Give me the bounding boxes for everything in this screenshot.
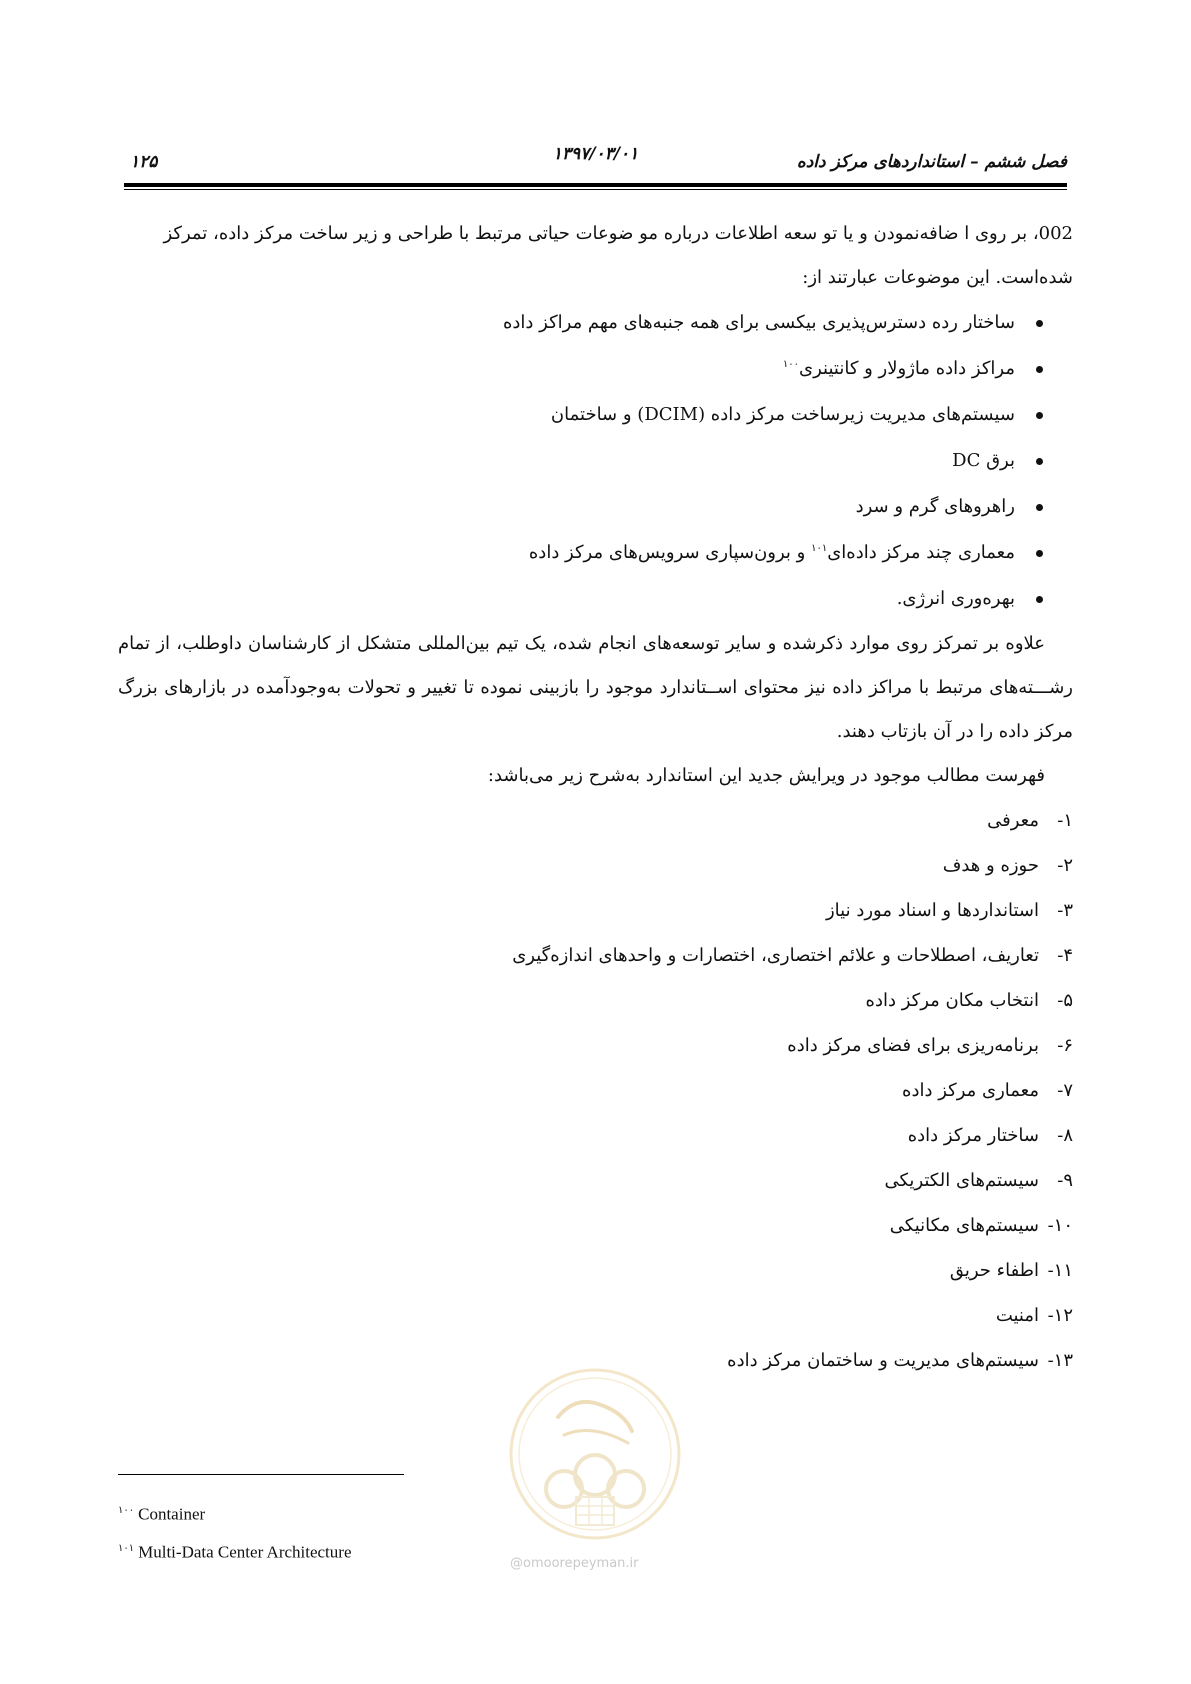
list-item: مراکز داده ماژولار و کانتینری$^{۱۰۰}$ [118, 346, 1045, 392]
intro-line-1: 002، بر روی ا ضافه‌نمودن و یا تو سعه اطلاعات درباره مو ضوعات حیاتی مرتبط با طراحی و زیر ساخت مرکز داده، تمرکز [163, 223, 1073, 244]
footnote-ref[interactable]: ۱۰۱ [811, 543, 828, 554]
toc-item: ۹-سیستم‌های الکتریکی [884, 1170, 1073, 1191]
bullet-icon [1036, 596, 1043, 603]
bullet-icon [1036, 366, 1043, 373]
toc-item: ۷-معماری مرکز داده [902, 1080, 1073, 1101]
toc-item: ۴-تعاریف، اصطلاحات و علائم اختصاری، اختصارات و واحدهای اندازه‌گیری [512, 945, 1073, 966]
watermark-url: @omoorepeyman.ir [510, 1556, 639, 1571]
header-rule-thin [124, 189, 1067, 190]
intro-line-2: شده‌است. این موضوعات عبارتند از: [802, 267, 1073, 288]
footnotes [118, 1492, 352, 1568]
watermark-logo-icon [506, 1365, 684, 1543]
list-item: برق DC [118, 438, 1045, 484]
contents-list [118, 798, 1073, 1383]
bullet-icon [1036, 550, 1043, 557]
list-item: معماری چند مرکز داده‌ای$^{۱۰۱}$ و برون‌سپاری سرویس‌های مرکز داده [118, 530, 1045, 576]
toc-item: ۳-استانداردها و اسناد مورد نیاز [825, 900, 1073, 921]
toc-item: ۸-ساختار مرکز داده [907, 1125, 1073, 1146]
header-date: ۱۳۹۷/۰۳/۰۱ [552, 144, 639, 164]
chapter-title: فصل ششم – استانداردهای مرکز داده [796, 152, 1067, 172]
footnote-ref[interactable]: ۱۰۰ [782, 359, 800, 370]
bullet-icon [1036, 504, 1043, 511]
toc-item: ۱-معرفی [987, 810, 1073, 831]
list-item: راهروهای گرم و سرد [118, 484, 1045, 530]
toc-item: ۱۱-اطفاء حریق [949, 1260, 1073, 1281]
footnote-item: $^{۱۰۰}$ Container [118, 1504, 206, 1524]
footnote-divider [118, 1474, 404, 1475]
bullet-icon [1036, 458, 1043, 465]
footnote-item: $^{۱۰۱}$ Multi-Data Center Architecture [118, 1542, 352, 1562]
toc-item: ۱۲-امنیت [995, 1305, 1073, 1326]
page-body [118, 212, 1073, 1383]
list-item: ساختار رده دسترس‌پذیری بیکسی برای همه جنبه‌های مهم مراکز داده [118, 300, 1045, 346]
toc-item: ۱۰-سیستم‌های مکانیکی [889, 1215, 1073, 1236]
topics-list [118, 300, 1073, 622]
toc-item: ۲-حوزه و هدف [942, 855, 1073, 876]
list-item: سیستم‌های مدیریت زیرساخت مرکز داده (DCIM) و ساختمان [118, 392, 1045, 438]
body-paragraph: علاوه بر تمرکز روی موارد ذکرشده و سایر توسعه‌های انجام شده، یک تیم بین‌المللی متشکل از کارشناسان داوطلب، از تمام رشـــته‌های مرتبط با مراکز داده نیز محتوای اســتاندارد موجود را بازبینی نموده تا تغییر و تحولات به‌وجودآمده در بازارهای بزرگ مرکز داده را در آن بازتاب دهند. [118, 633, 1073, 742]
bullet-icon [1036, 320, 1043, 327]
header-rule-thick [124, 183, 1067, 187]
bullet-icon [1036, 412, 1043, 419]
toc-item: ۶-برنامه‌ریزی برای فضای مرکز داده [787, 1035, 1073, 1056]
page-number: ۱۲۵ [130, 152, 158, 172]
list-item: بهره‌وری انرژی. [118, 576, 1045, 622]
toc-item: ۵-انتخاب مکان مرکز داده [865, 990, 1073, 1011]
toc-intro: فهرست مطالب موجود در ویرایش جدید این استاندارد به‌شرح زیر می‌باشد: [487, 765, 1045, 786]
toc-item: ۱۳-سیستم‌های مدیریت و ساختمان مرکز داده [727, 1350, 1073, 1371]
